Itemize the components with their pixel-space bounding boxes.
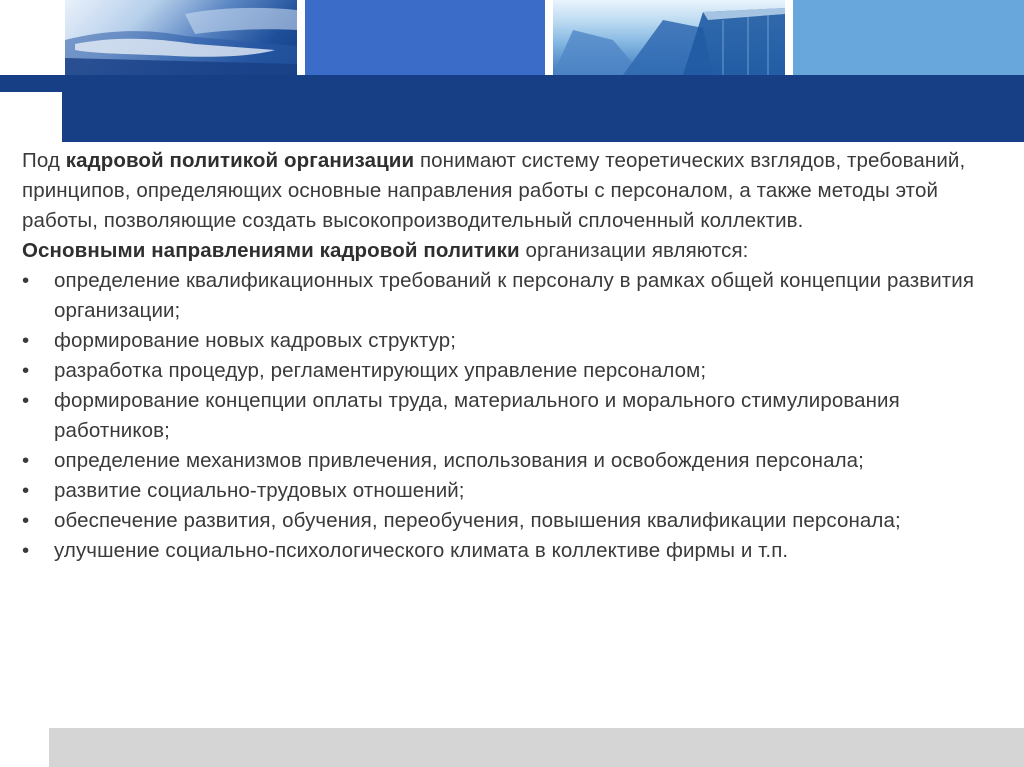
list-item: • разработка процедур, регламентирующих управление персоналом; [22,356,1012,386]
list-item: • обеспечение развития, обучения, переобучения, повышения квалификации персонала; [22,506,1012,536]
intro-paragraph [22,146,1012,236]
list-item: • определение механизмов привлечения, использования и освобождения персонала; [22,446,1012,476]
list-item: • формирование новых кадровых структур; [22,326,1012,356]
header-image-skyscrapers [553,0,785,75]
directions-list [22,266,1012,566]
header-tile-light-blue [793,0,1024,75]
directions-text: организации являются: [519,239,749,262]
list-item: • улучшение социально-психологического климата в коллективе фирмы и т.п. [22,536,1012,566]
list-item: • определение квалификационных требований к персоналу в рамках общей концепции развития организации; [22,266,1012,326]
intro-text-start: Под [22,149,66,172]
intro-term: кадровой политикой организации [65,149,415,172]
header-image-keyboard-hands [65,0,297,75]
intro-text-rest: понимают систему теоретических взглядов, требований, принципов, определяющих основные направления работы с персоналом, а также методы этой работы, позволяющие создать высокопроизводительный сплоченный коллектив. [22,149,966,232]
header-step-notch [0,92,62,142]
directions-term: Основными направлениями кадровой политики [22,239,520,262]
footer-bar [49,728,1024,767]
slide-content [22,146,1012,566]
header-band [0,75,1024,142]
header-tile-blue [305,0,545,75]
directions-heading [22,236,1012,266]
list-item: • формирование концепции оплаты труда, материального и морального стимулирования работников; [22,386,1012,446]
list-item: • развитие социально-трудовых отношений; [22,476,1012,506]
